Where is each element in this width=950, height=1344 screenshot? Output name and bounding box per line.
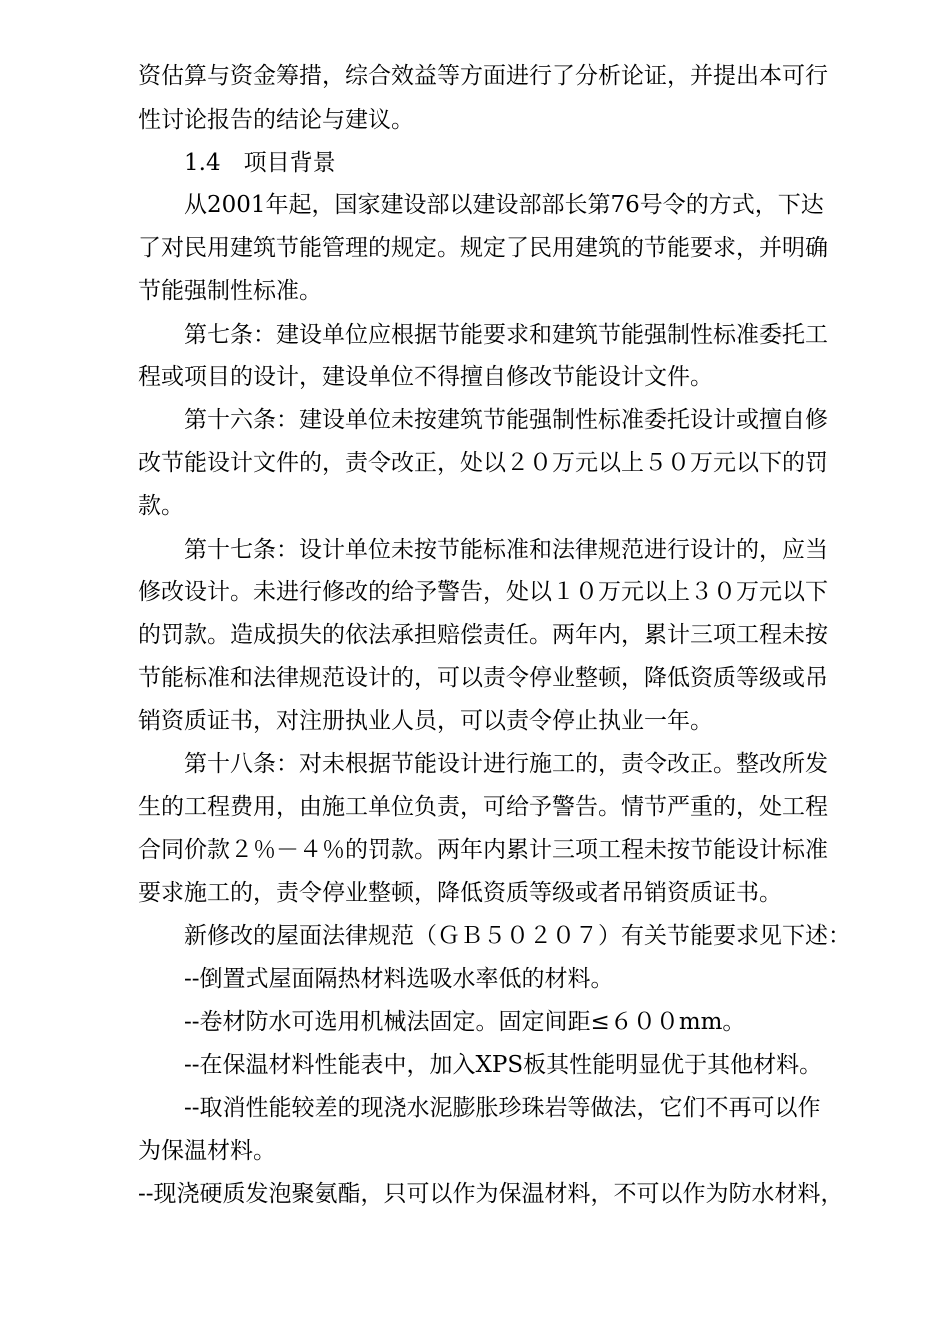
text-line: 生的工程费用，由施工单位负责，可给予警告。情节严重的，处工程 bbox=[138, 794, 828, 820]
text-line: 新修改的屋面法律规范（ＧＢ５０２０７）有关节能要求见下述： bbox=[184, 923, 851, 949]
text-line: 从2001年起，国家建设部以建设部部长第76号令的方式，下达 bbox=[184, 192, 824, 218]
text-line: 销资质证书，对注册执业人员，可以责令停止执业一年。 bbox=[138, 708, 713, 734]
text-line: 要求施工的，责令停业整顿，降低资质等级或者吊销资质证书。 bbox=[138, 880, 782, 906]
text-line: 第十六条：建设单位未按建筑节能强制性标准委托设计或擅自修 bbox=[184, 407, 828, 433]
text-line: 资估算与资金筹措，综合效益等方面进行了分析论证，并提出本可行 bbox=[138, 63, 828, 89]
text-line: 的罚款。造成损失的依法承担赔偿责任。两年内，累计三项工程未按 bbox=[138, 622, 828, 648]
text-line: 合同价款２％－４％的罚款。两年内累计三项工程未按节能设计标准 bbox=[138, 837, 828, 863]
text-line: 节能强制性标准。 bbox=[138, 278, 322, 304]
text-line: --取消性能较差的现浇水泥膨胀珍珠岩等做法，它们不再可以作 bbox=[184, 1095, 821, 1121]
text-line: --现浇硬质发泡聚氨酯，只可以作为保温材料，不可以作为防水材料， bbox=[138, 1181, 844, 1207]
text-line: --在保温材料性能表中，加入XPS板其性能明显优于其他材料。 bbox=[184, 1052, 823, 1078]
text-line: 款。 bbox=[138, 493, 184, 519]
section-heading: 1.4 项目背景 bbox=[184, 150, 336, 176]
text-line: 程或项目的设计，建设单位不得擅自修改节能设计文件。 bbox=[138, 364, 713, 390]
text-line: --卷材防水可选用机械法固定。固定间距≤６００mm。 bbox=[184, 1009, 746, 1035]
text-line: 节能标准和法律规范设计的，可以责令停业整顿，降低资质等级或吊 bbox=[138, 665, 828, 691]
text-line: 了对民用建筑节能管理的规定。规定了民用建筑的节能要求，并明确 bbox=[138, 235, 828, 261]
text-line: 修改设计。未进行修改的给予警告，处以１０万元以上３０万元以下 bbox=[138, 579, 828, 605]
text-line: 性讨论报告的结论与建议。 bbox=[138, 107, 414, 133]
text-line: 第十八条：对未根据节能设计进行施工的，责令改正。整改所发 bbox=[184, 751, 828, 777]
text-line: 第十七条：设计单位未按节能标准和法律规范进行设计的，应当 bbox=[184, 537, 828, 563]
text-line: --倒置式屋面隔热材料选吸水率低的材料。 bbox=[184, 966, 614, 992]
text-line: 为保温材料。 bbox=[138, 1138, 276, 1164]
text-line: 改节能设计文件的，责令改正，处以２０万元以上５０万元以下的罚 bbox=[138, 450, 828, 476]
text-line: 第七条：建设单位应根据节能要求和建筑节能强制性标准委托工 bbox=[184, 322, 828, 348]
